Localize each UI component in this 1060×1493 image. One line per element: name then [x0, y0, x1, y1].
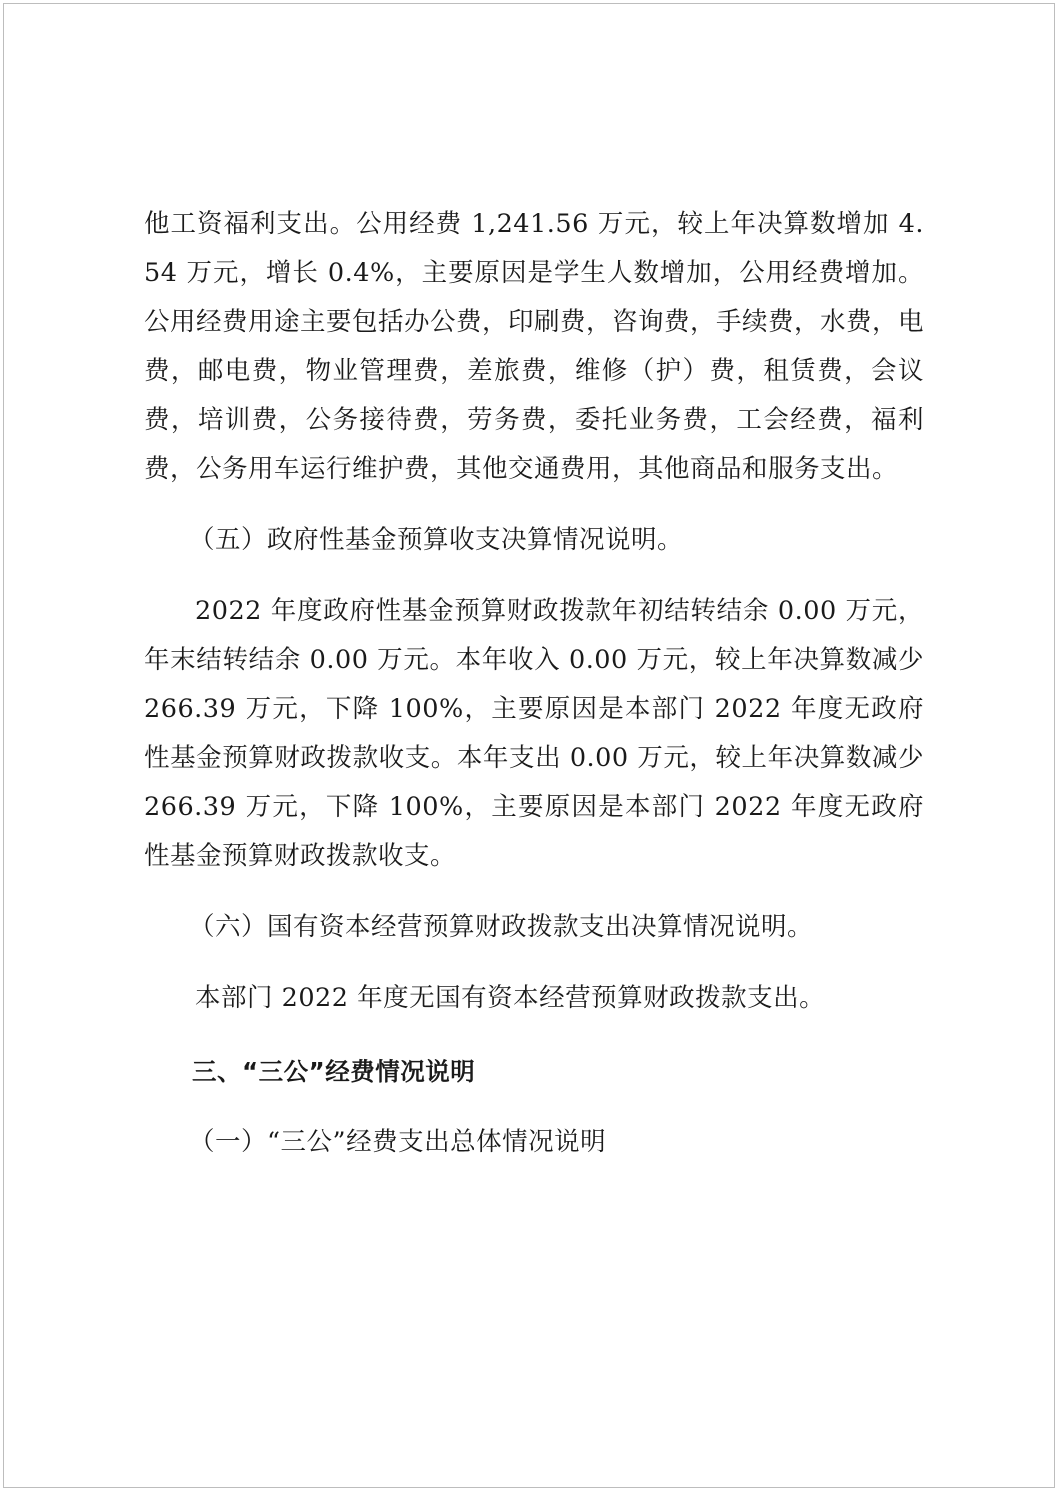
- subsection-heading: （一）“三公”经费支出总体情况说明: [189, 1127, 607, 1157]
- document-body: [144, 200, 924, 1167]
- document-page: [3, 3, 1055, 1488]
- body-paragraph: 他工资福利支出。公用经费 1,241.56 万元，较上年决算数增加 4.54 万元，增长 0.4%，主要原因是学生人数增加，公用经费增加。公用经费用途主要包括办公费，印刷费，咨询费，手续费，水费，电费，邮电费，物业管理费，差旅费，维修（护）费，租赁费，会议费，培训费，公务接待费，劳务费，委托业务费，工会经费，福利费，公务用车运行维护费，其他交通费用，其他商品和服务支出。: [144, 209, 925, 484]
- section-heading: 三、“三公”经费情况说明: [192, 1057, 476, 1086]
- body-paragraph: 本部门 2022 年度无国有资本经营预算财政拨款支出。: [195, 983, 826, 1013]
- body-paragraph: 2022 年度政府性基金预算财政拨款年初结转结余 0.00 万元，年末结转结余 0.00 万元。本年收入 0.00 万元，较上年决算数减少 266.39 万元，下降 100%，主要原因是本部门 2022 年度无政府性基金预算财政拨款收支。本年支出 0.00 万元，较上年决算数减少 266.39 万元，下降 100%，主要原因是本部门 2022 年度无政府性基金预算财政拨款收支。: [144, 596, 924, 871]
- subsection-heading: （五）政府性基金预算收支决算情况说明。: [189, 525, 684, 555]
- subsection-heading: （六）国有资本经营预算财政拨款支出决算情况说明。: [189, 912, 814, 942]
